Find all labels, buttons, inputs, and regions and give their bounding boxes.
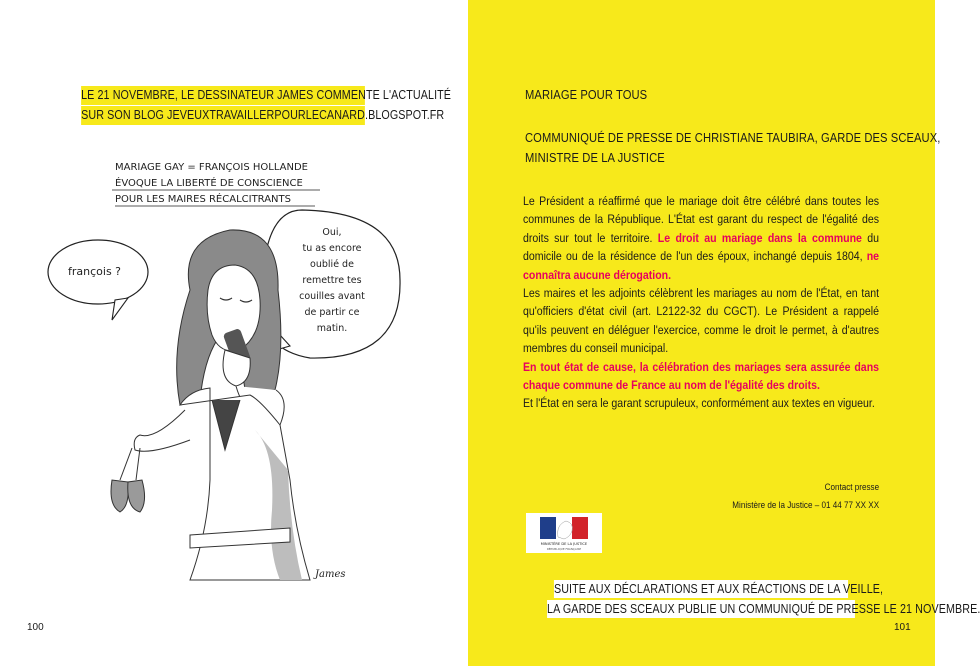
marianne-logo-icon (526, 513, 602, 553)
cartoon-caption-3: POUR LES MAIRES RÉCALCITRANTS (115, 194, 291, 205)
cartoon-caption-1: MARIAGE GAY = FRANÇOIS HOLLANDE (115, 162, 308, 173)
bubble-right-line-4: remettre tes (302, 275, 362, 286)
right-subtitle-line-1: COMMUNIQUÉ DE PRESSE DE CHRISTIANE TAUBIRA, GARDE DES SCEAUX, (525, 130, 941, 145)
p1-text-b: du domicile ou de la résidence de l'un des époux, inchangé depuis 1804, (523, 230, 880, 264)
page-number-left: 100 (27, 622, 44, 633)
contact-label: Contact presse (824, 482, 879, 492)
contact-block (732, 478, 879, 514)
bubble-left-text: françois ? (68, 265, 122, 278)
right-title: MARIAGE POUR TOUS (525, 87, 648, 102)
left-page (0, 0, 468, 666)
page-number-right: 101 (894, 622, 911, 633)
logo-subtext: RÉPUBLIQUE FRANÇAISE (546, 547, 582, 551)
bubble-right-line-3: oublié de (310, 259, 354, 270)
paragraph-1 (523, 192, 879, 284)
bubble-right-line-7: matin. (316, 323, 348, 334)
headline-line-1: LE 21 NOVEMBRE, LE DESSINATEUR JAMES COMMENTE L'ACTUALITÉ (81, 86, 365, 105)
bubble-right-line-6: de partir ce (304, 307, 360, 318)
left-headline (58, 86, 452, 126)
cartoon-caption-2: ÉVOQUE LA LIBERTÉ DE CONSCIENCE (115, 178, 303, 189)
cartoon-illustration (40, 150, 420, 590)
bubble-right-line-2: tu as encore (302, 243, 362, 254)
p1-highlight-1: Le droit au mariage dans la commune (657, 230, 862, 245)
footer-line-1: SUITE AUX DÉCLARATIONS ET AUX RÉACTIONS DE LA VEILLE, (553, 582, 884, 596)
headline-line-2: SUR SON BLOG JEVEUXTRAVAILLERPOURLECANARD.BLOGSPOT.FR (81, 106, 365, 125)
right-subtitle-line-2: MINISTRE DE LA JUSTICE (525, 150, 665, 165)
right-footer-caption (522, 580, 980, 620)
press-release-body (523, 192, 879, 413)
paragraph-3: En tout état de cause, la célébration des mariages sera assurée dans chaque commune de France au nom de l'égalité des droits. (523, 359, 880, 393)
bubble-right-line-1: Oui, (322, 227, 342, 238)
contact-value: Ministère de la Justice – 01 44 77 XX XX (732, 500, 879, 510)
paragraph-4: Et l'État en sera le garant scrupuleux, conformément aux textes en vigueur. (523, 396, 875, 411)
paragraph-2: Les maires et les adjoints célèbrent les mariages au nom de l'État, en tant qu'officiers d'état civil (art. L2122-32 du CGCT). Le Président a rappelé qu'ils peuvent en déléguer l'exercice, comme le droit le permet, à d'autres membres du conseil municipal. (523, 286, 880, 356)
p1-text-a: Le Président a réaffirmé que le mariage doit être célébré dans toutes les communes de la République. L'État est garant du respect de l'égalité des droits sur tout le territoire. (523, 194, 880, 245)
cartoon-signature: James (315, 569, 346, 580)
p1-highlight-2: ne connaîtra aucune dérogation. (523, 249, 880, 282)
logo-text: MINISTÈRE DE LA JUSTICE (540, 542, 588, 546)
bubble-right-line-5: couilles avant (299, 291, 365, 302)
right-subtitle (525, 128, 940, 168)
footer-line-2: LA GARDE DES SCEAUX PUBLIE UN COMMUNIQUÉ DE PRESSE LE 21 NOVEMBRE. (547, 602, 980, 616)
